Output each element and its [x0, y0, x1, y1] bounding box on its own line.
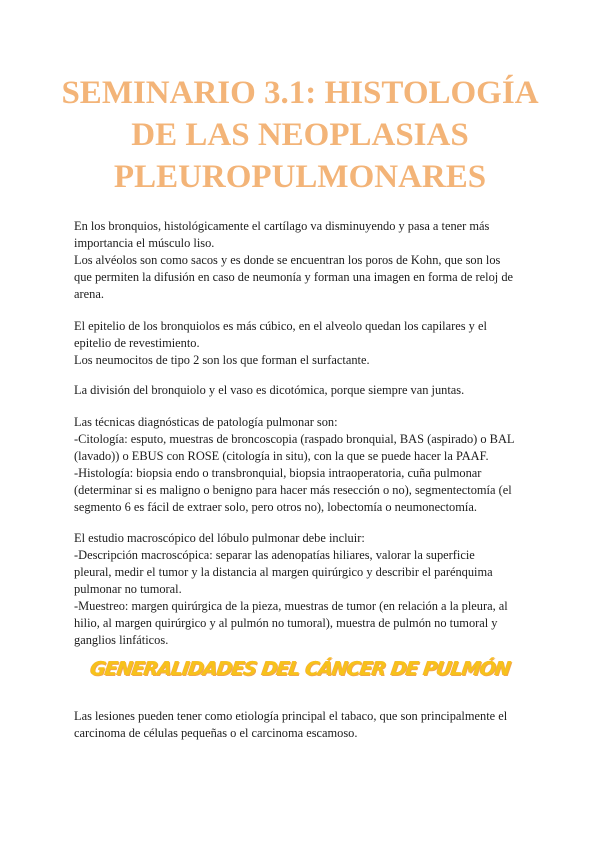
text-line: Los neumocitos de tipo 2 son los que forman el surfactante.	[74, 353, 370, 367]
section-heading: GENERALIDADES DEL CÁNCER DE PULMÓN	[88, 658, 512, 680]
text-line: epitelio de revestimiento.	[74, 336, 200, 350]
text-line: pulmonar no tumoral.	[74, 582, 182, 596]
title-line: PLEUROPULMONARES	[113, 159, 487, 195]
text-line: segmento 6 es fácil de extraer solo, pero otros no), lobectomía o neumonectomía.	[74, 500, 477, 514]
text-line: El estudio macroscópico del lóbulo pulmonar debe incluir:	[74, 531, 365, 545]
paragraph-tecnicas	[74, 414, 534, 516]
text-line: En los bronquios, histológicamente el cartílago va disminuyendo y pasa a tener más	[74, 219, 490, 233]
text-line: El epitelio de los bronquiolos es más cúbico, en el alveolo quedan los capilares y el	[74, 319, 487, 333]
text-line: arena.	[74, 287, 104, 301]
text-line: -Histología: biopsia endo o transbronquial, biopsia intraoperatoria, cuña pulmonar	[74, 466, 482, 480]
text-line: Los alvéolos son como sacos y es donde se encuentran los poros de Kohn, que son los	[74, 253, 501, 267]
paragraph-epitelio	[74, 318, 534, 369]
text-line: (lavado)) o EBUS con ROSE (citología in situ), con la que se puede hacer la PAAF.	[74, 449, 489, 463]
text-line: -Citología: esputo, muestras de broncoscopia (raspado bronquial, BAS (aspirado) o BAL	[74, 432, 515, 446]
text-line: pleural, medir el tumor y la distancia al margen quirúrgico y describir el parénquima	[74, 565, 493, 579]
text-line: (determinar si es maligno o benigno para hacer más resección o no), segmentectomía (el	[74, 483, 512, 497]
paragraph-bronquios	[74, 218, 534, 303]
text-line: -Muestreo: margen quirúrgica de la pieza, muestras de tumor (en relación a la pleura, al	[74, 599, 508, 613]
title-line: DE LAS NEOPLASIAS	[131, 117, 469, 153]
title-line: SEMINARIO 3.1: HISTOLOGÍA	[61, 75, 539, 111]
paragraph-macroscopico	[74, 530, 534, 649]
paragraph-etiologia	[74, 708, 534, 742]
text-line: carcinoma de células pequeñas o el carcinoma escamoso.	[74, 726, 358, 740]
text-line: -Descripción macroscópica: separar las adenopatías hiliares, valorar la superficie	[74, 548, 475, 562]
text-line: importancia el músculo liso.	[74, 236, 215, 250]
paragraph-division	[74, 382, 534, 399]
text-line: hilio, al margen quirúrgico y al pulmón no tumoral), muestra de pulmón no tumoral y	[74, 616, 498, 630]
text-line: que permiten la difusión en caso de neumonía y forman una imagen en forma de reloj de	[74, 270, 514, 284]
text-line: La división del bronquiolo y el vaso es dicotómica, porque siempre van juntas.	[74, 383, 465, 397]
document-title	[40, 72, 560, 198]
text-line: Las lesiones pueden tener como etiología principal el tabaco, que son principalmente el	[74, 709, 508, 723]
text-line: ganglios linfáticos.	[74, 633, 169, 647]
text-line: Las técnicas diagnósticas de patología pulmonar son:	[74, 415, 338, 429]
